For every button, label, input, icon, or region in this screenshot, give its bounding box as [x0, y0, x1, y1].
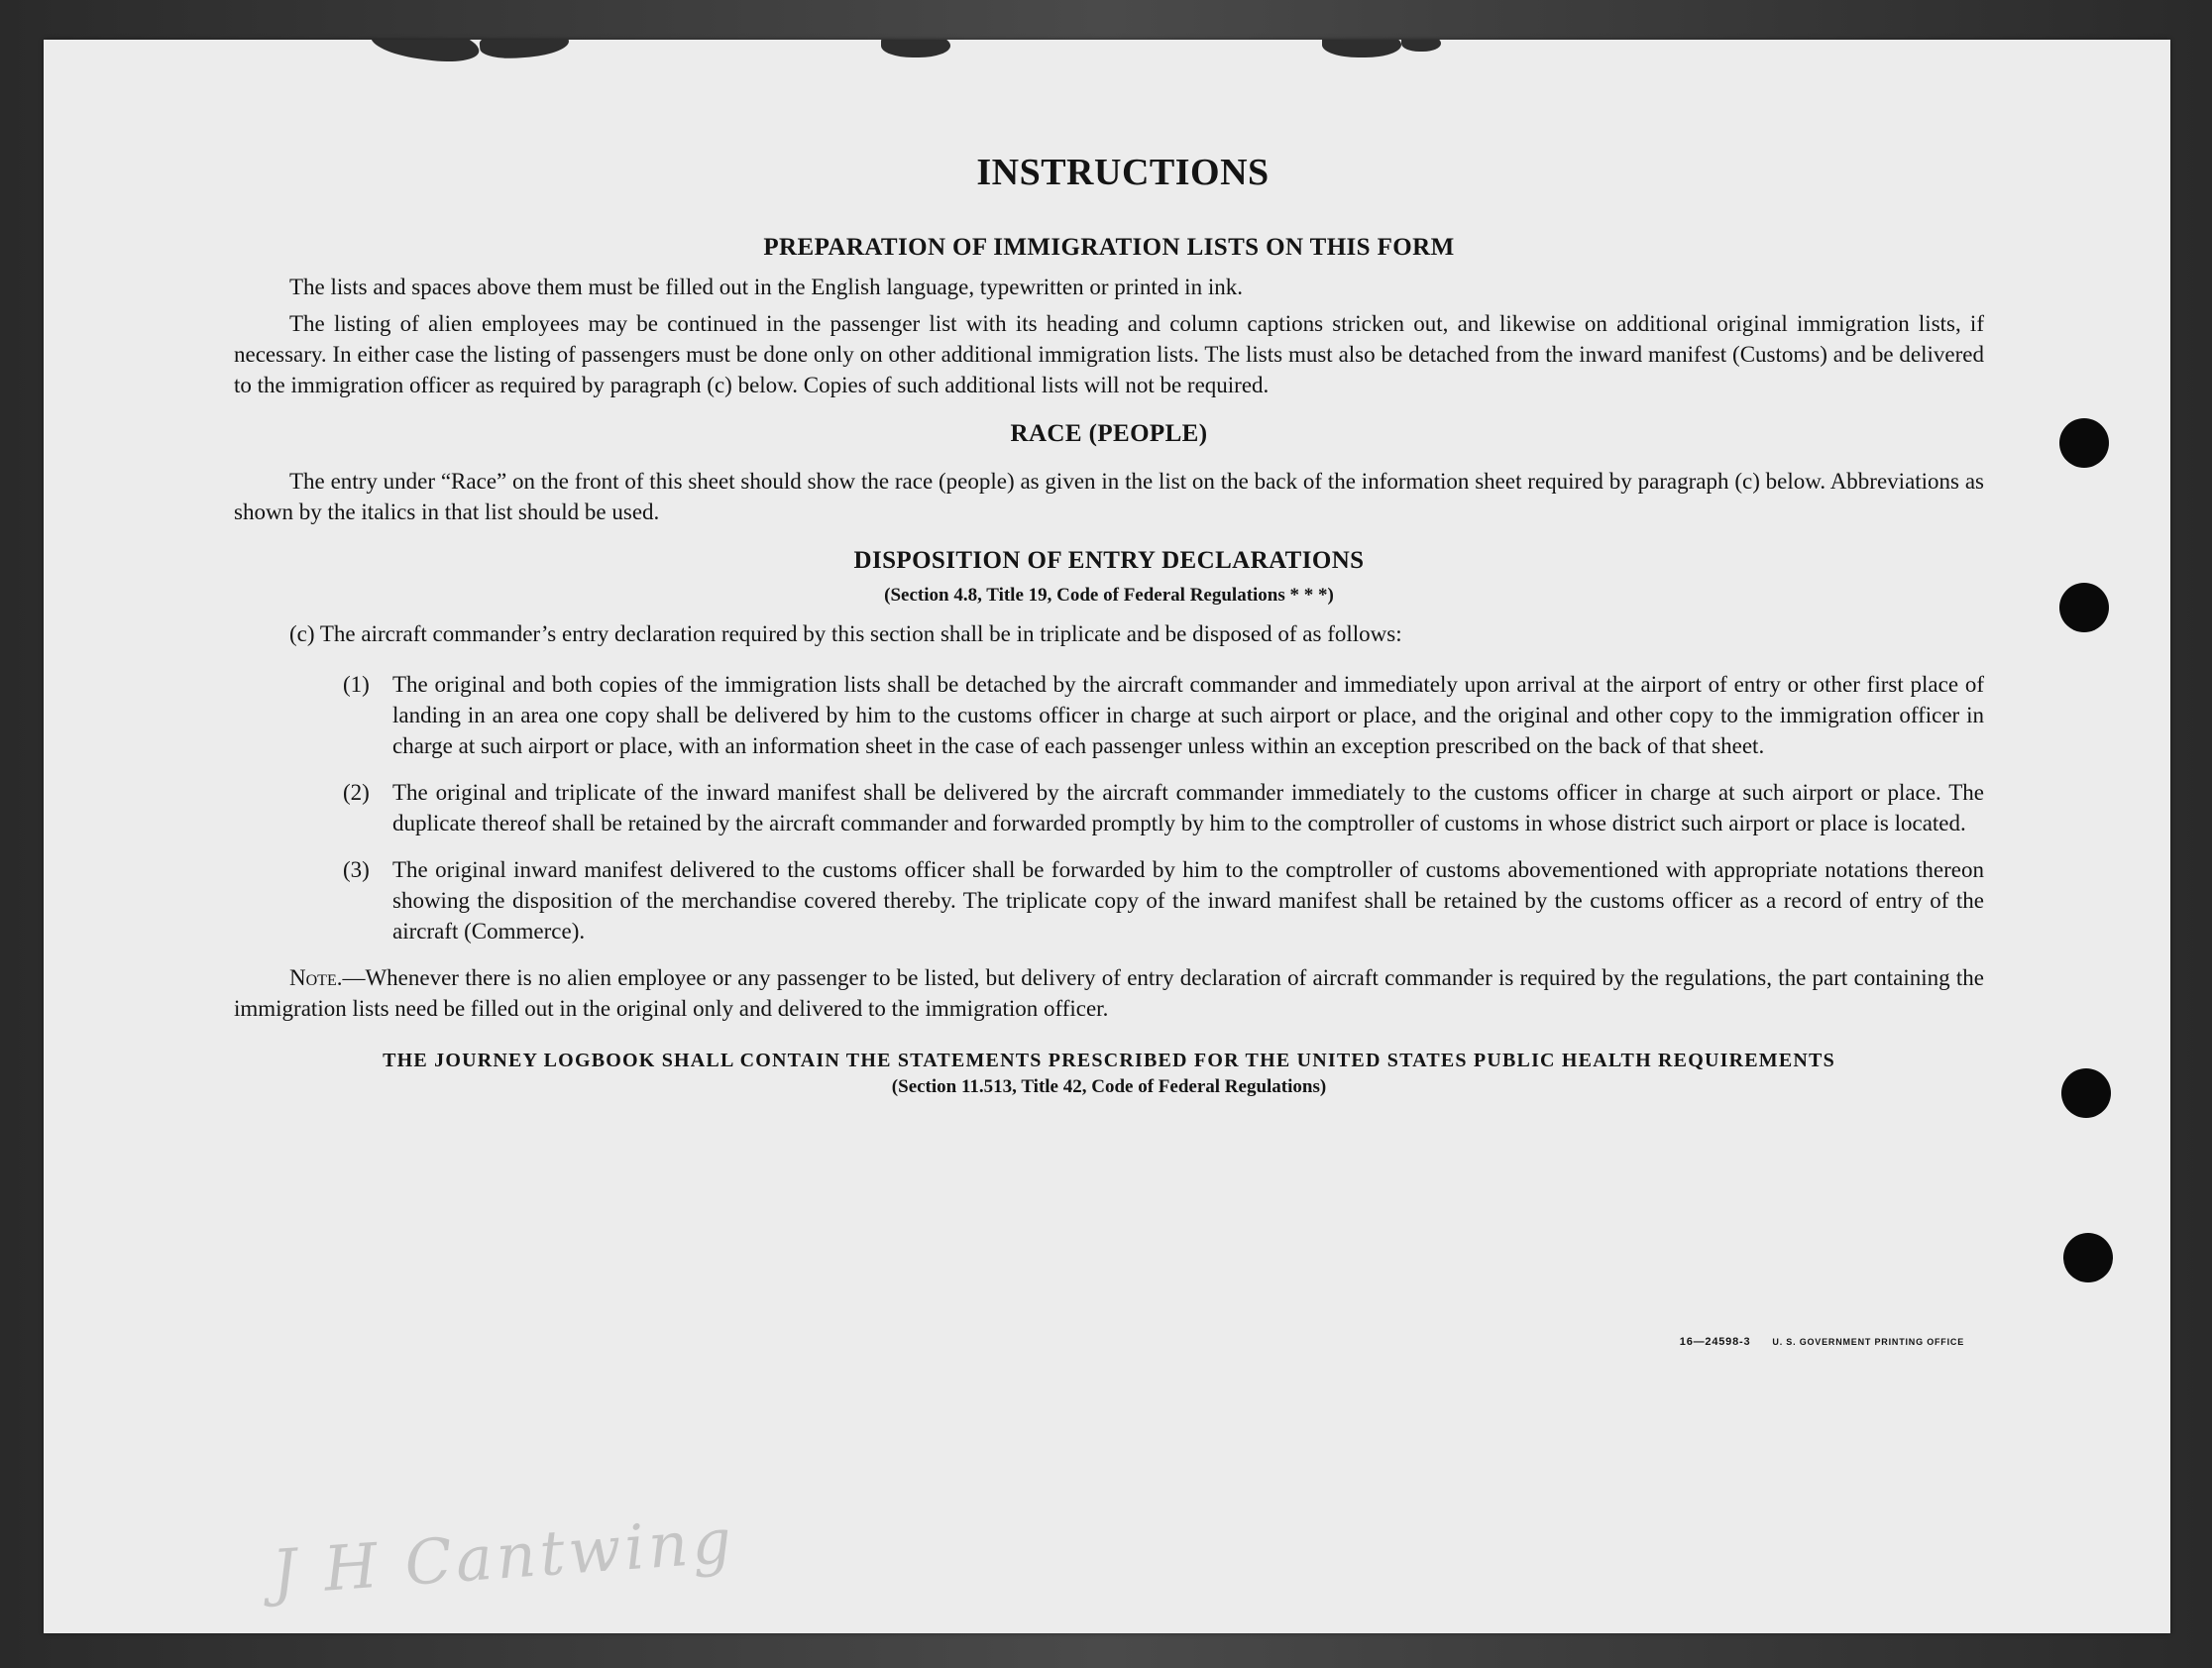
punch-hole — [2059, 418, 2109, 468]
torn-edge — [1322, 40, 1401, 57]
clause-item — [343, 854, 1984, 946]
torn-edge — [881, 40, 950, 57]
clause-text: The original and both copies of the immigration lists shall be detached by the aircraft commander and immediately upon arrival at the airport of entry or other first place of landing in an area one copy shall be delivered by him to the customs officer in charge at such airport or place, and the original and other copy to the immigration officer in charge at such airport or place, with an information sheet in the case of each passenger unless within an exception prescribed on the back of that sheet. — [392, 672, 1984, 758]
clause-item — [343, 777, 1984, 838]
clause-number: (3) — [343, 857, 370, 882]
handwritten-signature: J H Cantwing — [270, 1503, 738, 1610]
torn-edge — [479, 40, 570, 61]
note-label: Note. — [289, 965, 343, 990]
clause-item — [343, 669, 1984, 761]
instructions-content — [234, 109, 1984, 1098]
document-sheet — [44, 40, 2170, 1633]
paragraph-alien-employees: The listing of alien employees may be continued in the passenger list with its heading and column captions stricken out, and likewise on additional original immigration lists, if necessary. In either case the listing of passengers must be done only on other additional immigration lists. The lists must also be detached from the inward manifest (Customs) and be delivered to the immigration officer as required by paragraph (c) below. Copies of such additional lists will not be required. — [234, 311, 1984, 397]
section-citation: (Section 4.8, Title 19, Code of Federal Regulations * * *) — [884, 585, 1334, 606]
section-heading-disposition: DISPOSITION OF ENTRY DECLARATIONS — [853, 547, 1365, 574]
section-heading-preparation: PREPARATION OF IMMIGRATION LISTS ON THIS FORM — [763, 234, 1455, 261]
torn-edge — [369, 40, 482, 66]
paragraph-race-entry: The entry under “Race” on the front of this sheet should show the race (people) as given in the list on the back of the information sheet required by paragraph (c) below. Abbreviations as shown by the italics in that list should be used. — [234, 469, 1984, 524]
form-number: 16—24598-3 — [1679, 1336, 1751, 1348]
footer-citation: (Section 11.513, Title 42, Code of Federal Regulations) — [891, 1076, 1327, 1097]
paragraph-lists-language: The lists and spaces above them must be filled out in the English language, typewritten or printed in ink. — [289, 275, 1243, 299]
page-title: INSTRUCTIONS — [976, 152, 1270, 193]
clause-text: The original and triplicate of the inward manifest shall be delivered by the aircraft commander immediately to the customs officer in charge at such airport or place. The duplicate thereof shall be retained by the aircraft commander and forwarded promptly by him to the comptroller of customs in whose district such airport or place is located. — [392, 780, 1984, 835]
printer-imprint — [1680, 1336, 1964, 1348]
clause-c: (c) The aircraft commander’s entry declaration required by this section shall be in triplicate and be disposed of as follows: — [289, 621, 1402, 646]
torn-edge — [1401, 40, 1441, 52]
punch-hole — [2063, 1233, 2113, 1282]
punch-hole — [2061, 1068, 2111, 1118]
note-text: —Whenever there is no alien employee or any passenger to be listed, but delivery of entry declaration of aircraft commander is required by the regulations, the part containing the immigration lists need be filled out in the original only and delivered to the immigration officer. — [234, 965, 1984, 1021]
printer-name: U. S. GOVERNMENT PRINTING OFFICE — [1772, 1337, 1964, 1347]
clause-number: (1) — [343, 672, 370, 697]
paragraph-note — [234, 962, 1984, 1024]
section-heading-race: RACE (PEOPLE) — [1010, 420, 1208, 447]
clause-text: The original inward manifest delivered to the customs officer shall be forwarded by him to the comptroller of customs abovementioned with appropriate notations thereon showing the disposition of the merchandise covered thereby. The triplicate copy of the inward manifest shall be retained by the customs officer as a record of entry of the aircraft (Commerce). — [392, 857, 1984, 944]
clause-number: (2) — [343, 780, 370, 805]
punch-hole — [2059, 583, 2109, 632]
footer-requirement: THE JOURNEY LOGBOOK SHALL CONTAIN THE STATEMENTS PRESCRIBED FOR THE UNITED STATES PUBLIC HEALTH REQUIREMENTS — [383, 1050, 1835, 1071]
